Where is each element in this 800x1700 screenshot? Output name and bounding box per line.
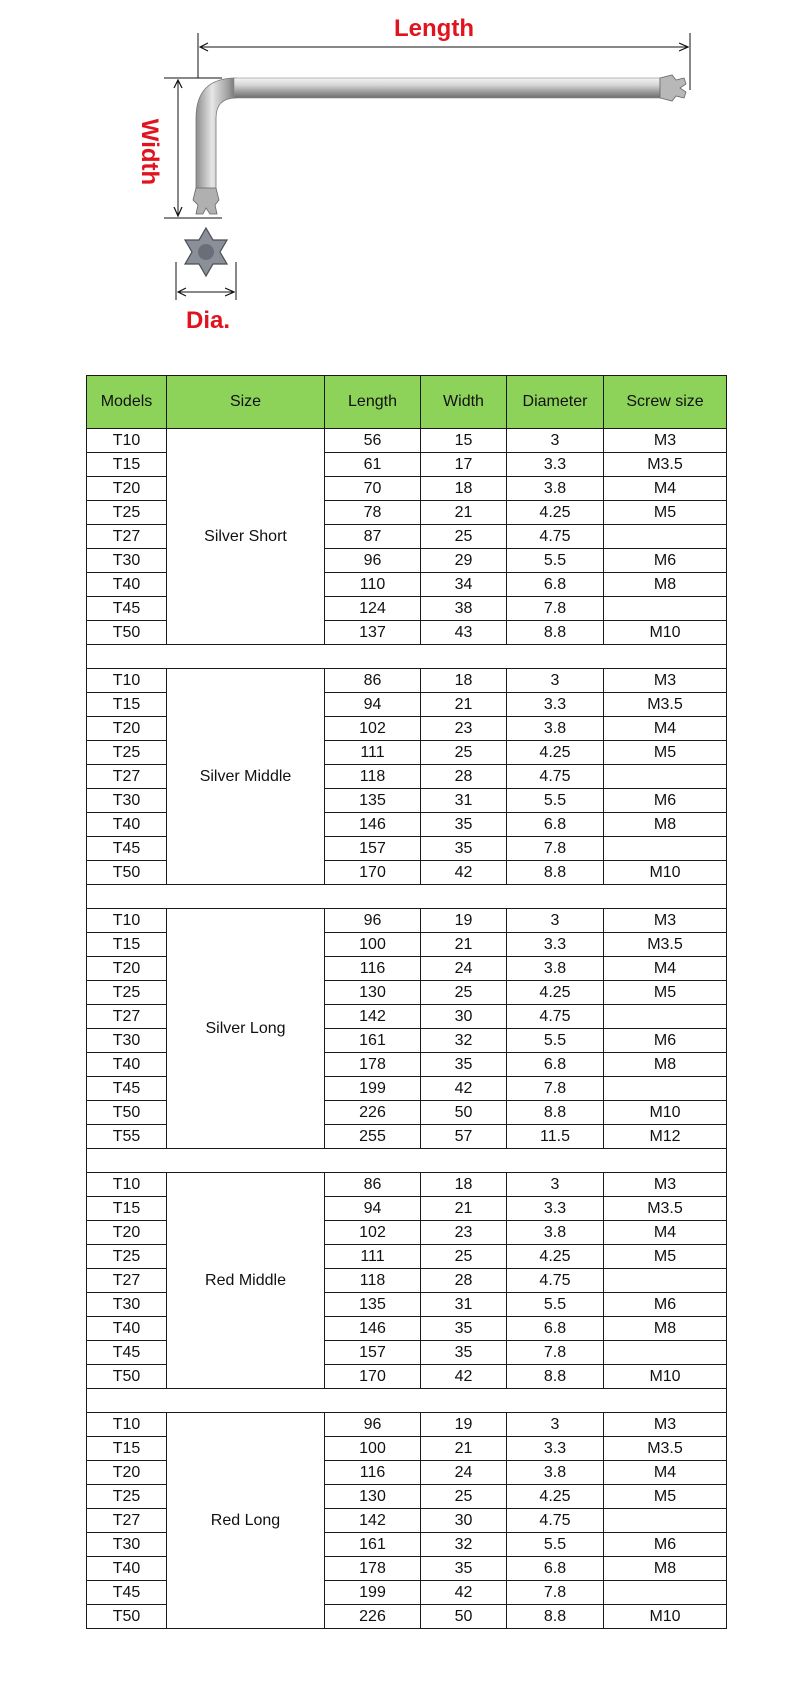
cell-diameter: 3.3: [507, 1197, 604, 1221]
cell-model: T45: [87, 597, 167, 621]
cell-width: 35: [421, 1317, 507, 1341]
header-length: Length: [325, 376, 421, 429]
cell-diameter: 3.8: [507, 1221, 604, 1245]
cell-screw-size: M6: [604, 789, 727, 813]
cell-model: T15: [87, 693, 167, 717]
cell-screw-size: M5: [604, 1245, 727, 1269]
cell-width: 18: [421, 477, 507, 501]
cell-diameter: 3.8: [507, 957, 604, 981]
cell-length: 96: [325, 909, 421, 933]
cell-model: T45: [87, 1581, 167, 1605]
cell-screw-size: M3.5: [604, 453, 727, 477]
cell-diameter: 7.8: [507, 597, 604, 621]
cell-screw-size: M4: [604, 477, 727, 501]
cell-width: 25: [421, 1245, 507, 1269]
cell-screw-size: M3: [604, 669, 727, 693]
cell-diameter: 4.25: [507, 741, 604, 765]
cell-screw-size: [604, 1269, 727, 1293]
cell-length: 199: [325, 1077, 421, 1101]
cell-width: 21: [421, 1197, 507, 1221]
header-screw-size: Screw size: [604, 376, 727, 429]
cell-model: T45: [87, 1077, 167, 1101]
dia-label: Dia.: [185, 307, 231, 334]
cell-model: T50: [87, 1101, 167, 1125]
cell-width: 19: [421, 1413, 507, 1437]
cell-screw-size: M8: [604, 1317, 727, 1341]
cell-screw-size: M6: [604, 1029, 727, 1053]
cell-diameter: 4.75: [507, 1005, 604, 1029]
cell-model: T25: [87, 981, 167, 1005]
cell-width: 25: [421, 981, 507, 1005]
cell-model: T25: [87, 1245, 167, 1269]
cell-length: 255: [325, 1125, 421, 1149]
table-row: [87, 1413, 727, 1437]
cell-diameter: 8.8: [507, 1605, 604, 1629]
length-label: Length: [394, 15, 474, 42]
cell-width: 23: [421, 717, 507, 741]
cell-screw-size: M6: [604, 549, 727, 573]
cell-model: T25: [87, 501, 167, 525]
cell-diameter: 4.75: [507, 1509, 604, 1533]
cell-diameter: 3.8: [507, 1461, 604, 1485]
cell-length: 226: [325, 1101, 421, 1125]
cell-model: T45: [87, 1341, 167, 1365]
cell-length: 157: [325, 837, 421, 861]
cell-width: 31: [421, 1293, 507, 1317]
cell-length: 110: [325, 573, 421, 597]
cell-length: 157: [325, 1341, 421, 1365]
cell-length: 118: [325, 1269, 421, 1293]
key-long-arm: [234, 78, 660, 98]
cell-screw-size: M3: [604, 429, 727, 453]
cell-width: 34: [421, 573, 507, 597]
cell-model: T27: [87, 525, 167, 549]
cell-model: T20: [87, 1461, 167, 1485]
cell-screw-size: M3: [604, 909, 727, 933]
cell-width: 42: [421, 1581, 507, 1605]
cell-length: 56: [325, 429, 421, 453]
cell-screw-size: M4: [604, 957, 727, 981]
cell-diameter: 6.8: [507, 1053, 604, 1077]
cell-screw-size: M8: [604, 573, 727, 597]
cell-model: T20: [87, 957, 167, 981]
cell-diameter: 4.25: [507, 501, 604, 525]
cell-length: 161: [325, 1029, 421, 1053]
cell-screw-size: M10: [604, 621, 727, 645]
cell-screw-size: M6: [604, 1293, 727, 1317]
cell-length: 130: [325, 981, 421, 1005]
cell-screw-size: [604, 1005, 727, 1029]
cell-length: 96: [325, 549, 421, 573]
cell-width: 28: [421, 1269, 507, 1293]
cell-screw-size: M5: [604, 1485, 727, 1509]
cell-screw-size: M5: [604, 981, 727, 1005]
spec-table: [86, 375, 727, 1629]
cell-width: 29: [421, 549, 507, 573]
cell-diameter: 5.5: [507, 1533, 604, 1557]
cell-width: 32: [421, 1029, 507, 1053]
cell-screw-size: M8: [604, 1053, 727, 1077]
cell-width: 35: [421, 1341, 507, 1365]
cell-length: 94: [325, 693, 421, 717]
cell-model: T10: [87, 669, 167, 693]
cell-screw-size: M5: [604, 741, 727, 765]
cell-model: T20: [87, 1221, 167, 1245]
cell-length: 130: [325, 1485, 421, 1509]
cell-length: 178: [325, 1557, 421, 1581]
cell-length: 116: [325, 957, 421, 981]
cell-width: 24: [421, 957, 507, 981]
cell-diameter: 7.8: [507, 1077, 604, 1101]
cell-size-group: Silver Short: [167, 429, 325, 645]
cell-screw-size: M10: [604, 861, 727, 885]
cell-length: 102: [325, 1221, 421, 1245]
cell-diameter: 4.75: [507, 765, 604, 789]
cell-screw-size: M6: [604, 1533, 727, 1557]
cell-length: 146: [325, 1317, 421, 1341]
cell-width: 35: [421, 1053, 507, 1077]
cell-length: 135: [325, 789, 421, 813]
cell-screw-size: M3.5: [604, 1437, 727, 1461]
cell-model: T20: [87, 717, 167, 741]
cell-length: 170: [325, 861, 421, 885]
table-row: [87, 909, 727, 933]
cell-diameter: 7.8: [507, 1581, 604, 1605]
cell-model: T50: [87, 621, 167, 645]
cell-screw-size: [604, 1581, 727, 1605]
cell-model: T25: [87, 1485, 167, 1509]
cell-model: T50: [87, 1605, 167, 1629]
cell-diameter: 5.5: [507, 549, 604, 573]
cell-length: 137: [325, 621, 421, 645]
cell-length: 118: [325, 765, 421, 789]
cell-diameter: 3: [507, 669, 604, 693]
cell-model: T50: [87, 1365, 167, 1389]
cell-diameter: 3: [507, 1173, 604, 1197]
cell-width: 42: [421, 1077, 507, 1101]
cell-diameter: 11.5: [507, 1125, 604, 1149]
cell-model: T27: [87, 1509, 167, 1533]
cell-length: 96: [325, 1413, 421, 1437]
cell-width: 15: [421, 429, 507, 453]
cell-model: T40: [87, 573, 167, 597]
cell-diameter: 5.5: [507, 789, 604, 813]
cell-width: 50: [421, 1101, 507, 1125]
cell-length: 86: [325, 1173, 421, 1197]
cell-diameter: 8.8: [507, 621, 604, 645]
cell-length: 170: [325, 1365, 421, 1389]
cell-screw-size: [604, 1509, 727, 1533]
cell-length: 116: [325, 1461, 421, 1485]
cell-width: 21: [421, 501, 507, 525]
cell-screw-size: M5: [604, 501, 727, 525]
cell-width: 17: [421, 453, 507, 477]
cell-screw-size: M10: [604, 1101, 727, 1125]
cell-width: 35: [421, 813, 507, 837]
key-short-tip: [193, 188, 219, 214]
cell-width: 32: [421, 1533, 507, 1557]
cell-screw-size: M4: [604, 717, 727, 741]
cell-screw-size: M12: [604, 1125, 727, 1149]
cell-length: 199: [325, 1581, 421, 1605]
cell-width: 19: [421, 909, 507, 933]
cell-model: T20: [87, 477, 167, 501]
cell-length: 226: [325, 1605, 421, 1629]
cell-model: T10: [87, 909, 167, 933]
group-separator-row: [87, 645, 727, 669]
cell-model: T27: [87, 1005, 167, 1029]
cell-width: 38: [421, 597, 507, 621]
cell-width: 25: [421, 525, 507, 549]
cell-screw-size: [604, 1077, 727, 1101]
cell-model: T40: [87, 1557, 167, 1581]
cell-width: 18: [421, 669, 507, 693]
width-label: Width: [136, 118, 163, 186]
cell-diameter: 3: [507, 1413, 604, 1437]
cell-length: 61: [325, 453, 421, 477]
cell-diameter: 8.8: [507, 861, 604, 885]
cell-screw-size: M8: [604, 813, 727, 837]
cell-diameter: 8.8: [507, 1365, 604, 1389]
cell-diameter: 6.8: [507, 1317, 604, 1341]
cell-length: 94: [325, 1197, 421, 1221]
cell-screw-size: [604, 597, 727, 621]
cell-diameter: 3.8: [507, 717, 604, 741]
cell-width: 21: [421, 693, 507, 717]
cell-model: T55: [87, 1125, 167, 1149]
cell-diameter: 7.8: [507, 837, 604, 861]
cell-diameter: 3.3: [507, 1437, 604, 1461]
cell-diameter: 6.8: [507, 573, 604, 597]
cell-model: T30: [87, 1293, 167, 1317]
cell-diameter: 8.8: [507, 1101, 604, 1125]
cell-width: 42: [421, 1365, 507, 1389]
cell-length: 178: [325, 1053, 421, 1077]
cell-length: 161: [325, 1533, 421, 1557]
cell-screw-size: M8: [604, 1557, 727, 1581]
group-separator-row: [87, 1389, 727, 1413]
separator-cell: [87, 1149, 727, 1173]
header-models: Models: [87, 376, 167, 429]
table-row: [87, 1173, 727, 1197]
cell-diameter: 6.8: [507, 813, 604, 837]
cell-width: 25: [421, 741, 507, 765]
cell-diameter: 4.25: [507, 981, 604, 1005]
cell-screw-size: M10: [604, 1365, 727, 1389]
cell-screw-size: M3.5: [604, 693, 727, 717]
cell-diameter: 6.8: [507, 1557, 604, 1581]
cell-length: 100: [325, 933, 421, 957]
cell-width: 23: [421, 1221, 507, 1245]
cell-width: 28: [421, 765, 507, 789]
cell-model: T10: [87, 429, 167, 453]
cell-screw-size: M4: [604, 1221, 727, 1245]
torx-key-diagram: [0, 0, 800, 340]
cell-diameter: 4.75: [507, 1269, 604, 1293]
cell-screw-size: M3.5: [604, 1197, 727, 1221]
group-separator-row: [87, 885, 727, 909]
cell-diameter: 3: [507, 909, 604, 933]
header-row: [87, 376, 727, 429]
cell-diameter: 3: [507, 429, 604, 453]
cell-model: T30: [87, 1029, 167, 1053]
cell-diameter: 4.25: [507, 1245, 604, 1269]
cell-size-group: Red Long: [167, 1413, 325, 1629]
cell-width: 31: [421, 789, 507, 813]
cell-screw-size: [604, 837, 727, 861]
cell-model: T10: [87, 1173, 167, 1197]
cell-model: T27: [87, 1269, 167, 1293]
cell-width: 21: [421, 933, 507, 957]
cell-diameter: 3.3: [507, 693, 604, 717]
cell-model: T15: [87, 453, 167, 477]
cell-model: T45: [87, 837, 167, 861]
cell-width: 42: [421, 861, 507, 885]
cell-width: 57: [421, 1125, 507, 1149]
cell-width: 35: [421, 1557, 507, 1581]
cell-diameter: 3.8: [507, 477, 604, 501]
cell-size-group: Silver Long: [167, 909, 325, 1149]
table-row: [87, 429, 727, 453]
cell-length: 135: [325, 1293, 421, 1317]
cell-diameter: 5.5: [507, 1029, 604, 1053]
cell-length: 86: [325, 669, 421, 693]
cell-width: 24: [421, 1461, 507, 1485]
separator-cell: [87, 885, 727, 909]
cell-length: 146: [325, 813, 421, 837]
cell-length: 70: [325, 477, 421, 501]
cell-length: 100: [325, 1437, 421, 1461]
cell-width: 43: [421, 621, 507, 645]
cell-length: 124: [325, 597, 421, 621]
cell-width: 25: [421, 1485, 507, 1509]
cell-length: 142: [325, 1509, 421, 1533]
cell-model: T30: [87, 549, 167, 573]
cell-screw-size: M3: [604, 1413, 727, 1437]
cell-diameter: 5.5: [507, 1293, 604, 1317]
table-body: [87, 429, 727, 1629]
header-size: Size: [167, 376, 325, 429]
cell-screw-size: [604, 765, 727, 789]
cell-model: T10: [87, 1413, 167, 1437]
cell-model: T40: [87, 813, 167, 837]
cell-diameter: 3.3: [507, 453, 604, 477]
cell-model: T30: [87, 1533, 167, 1557]
header-diameter: Diameter: [507, 376, 604, 429]
cell-model: T30: [87, 789, 167, 813]
cell-model: T25: [87, 741, 167, 765]
cell-model: T50: [87, 861, 167, 885]
cell-model: T27: [87, 765, 167, 789]
cell-screw-size: [604, 525, 727, 549]
cell-screw-size: M4: [604, 1461, 727, 1485]
cell-width: 30: [421, 1509, 507, 1533]
cell-screw-size: [604, 1341, 727, 1365]
cell-model: T40: [87, 1053, 167, 1077]
cell-diameter: 4.25: [507, 1485, 604, 1509]
cell-diameter: 3.3: [507, 933, 604, 957]
cell-width: 30: [421, 1005, 507, 1029]
cell-screw-size: M3: [604, 1173, 727, 1197]
group-separator-row: [87, 1149, 727, 1173]
cell-width: 21: [421, 1437, 507, 1461]
cell-diameter: 4.75: [507, 525, 604, 549]
cell-screw-size: M10: [604, 1605, 727, 1629]
cell-model: T15: [87, 1197, 167, 1221]
cell-length: 102: [325, 717, 421, 741]
cell-screw-size: M3.5: [604, 933, 727, 957]
cell-width: 18: [421, 1173, 507, 1197]
key-long-tip: [660, 75, 686, 101]
separator-cell: [87, 645, 727, 669]
cell-length: 78: [325, 501, 421, 525]
cell-width: 35: [421, 837, 507, 861]
cell-size-group: Red Middle: [167, 1173, 325, 1389]
cell-model: T15: [87, 933, 167, 957]
cell-length: 87: [325, 525, 421, 549]
cell-width: 50: [421, 1605, 507, 1629]
key-bend: [196, 78, 236, 190]
header-width: Width: [421, 376, 507, 429]
cell-length: 111: [325, 741, 421, 765]
cell-length: 142: [325, 1005, 421, 1029]
cell-model: T15: [87, 1437, 167, 1461]
cell-model: T40: [87, 1317, 167, 1341]
cell-size-group: Silver Middle: [167, 669, 325, 885]
cell-length: 111: [325, 1245, 421, 1269]
separator-cell: [87, 1389, 727, 1413]
torx-center-icon: [198, 244, 214, 260]
cell-diameter: 7.8: [507, 1341, 604, 1365]
table-row: [87, 669, 727, 693]
